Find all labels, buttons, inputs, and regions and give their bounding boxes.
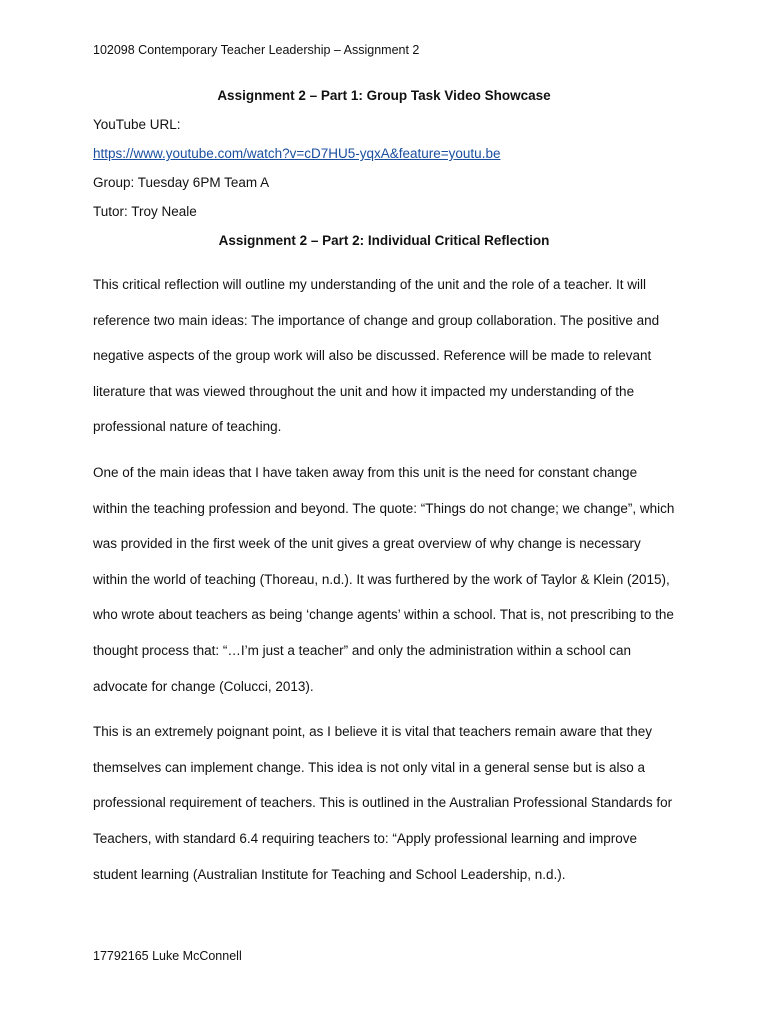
tutor-line: Tutor: Troy Neale: [93, 204, 197, 219]
reflection-paragraph-3: This is an extremely poignant point, as I believe it is vital that teachers remain aware that they themselves can implement change. This idea is not only vital in a general sense but is also a professional requirement of teachers. This is outlined in the Australian Professional Standards for Teachers, with standard 6.4 requiring teachers to: “Apply professional learning and improve student learning (Australian Institute for Teaching and School Leadership, n.d.).: [93, 724, 673, 882]
youtube-link[interactable]: https://www.youtube.com/watch?v=cD7HU5-yqxA&feature=youtu.be: [93, 146, 501, 161]
reflection-paragraph-2: One of the main ideas that I have taken away from this unit is the need for constant change within the teaching profession and beyond. The quote: “Things do not change; we change”, which was provided in the first week of the unit gives a great overview of why change is necessary within the world of teaching (Thoreau, n.d.). It was furthered by the work of Taylor & Klein (2015), who wrote about teachers as being ‘change agents’ within a school. That is, not prescribing to the thought process that: “…I’m just a teacher” and only the administration within a school can advocate for change (Colucci, 2013).: [93, 464, 675, 694]
page-header: 102098 Contemporary Teacher Leadership – Assignment 2: [93, 43, 420, 57]
reflection-paragraph-1: This critical reflection will outline my understanding of the unit and the role of a teacher. It will reference two main ideas: The importance of change and group collaboration. The positive and negative aspects of the group work will also be discussed. Reference will be made to relevant literature that was viewed throughout the unit and how it impacted my understanding of the professional nature of teaching.: [93, 277, 660, 435]
part2-heading: Assignment 2 – Part 2: Individual Critical Reflection: [218, 233, 550, 248]
group-line: Group: Tuesday 6PM Team A: [93, 175, 270, 190]
youtube-url-label: YouTube URL:: [93, 117, 181, 132]
part1-heading: Assignment 2 – Part 1: Group Task Video Showcase: [217, 88, 551, 103]
page-footer: 17792165 Luke McConnell: [93, 949, 242, 963]
document-body: [93, 86, 675, 892]
